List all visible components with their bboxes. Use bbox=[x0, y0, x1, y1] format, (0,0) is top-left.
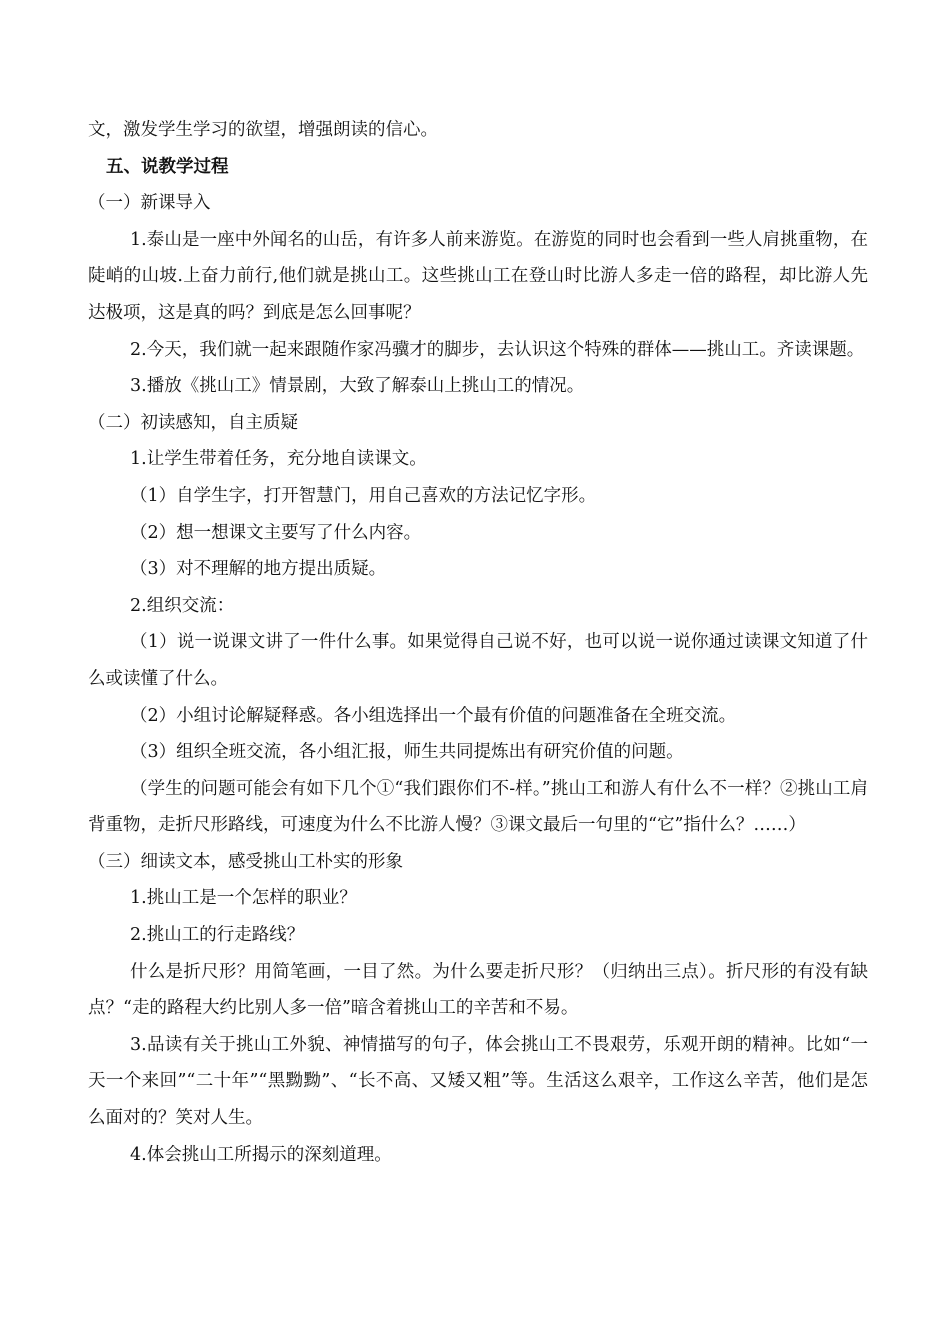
paragraph: 4.体会挑山工所揭示的深刻道理。 bbox=[130, 1144, 392, 1165]
list-item: （1）说一说课文讲了一件什么事。如果觉得自己说不好，也可以说一说你通过读课文知道了什么或读懂了什么。 bbox=[88, 632, 868, 689]
paragraph: 3.播放《挑山工》情景剧，大致了解泰山上挑山工的情况。 bbox=[130, 376, 585, 397]
paragraph: 文，激发学生学习的欲望，增强朗读的信心。 bbox=[88, 120, 438, 140]
paragraph: 1.泰山是一座中外闻名的山岳，有许多人前来游览。在游览的同时也会看到一些人肩挑重物，在陡峭的山坡.上奋力前行,他们就是挑山工。这些挑山工在登山时比游人多走一倍的路程，却比游人先达极项，这是真的吗？到底是怎么回事呢？ bbox=[88, 229, 868, 323]
paragraph: 1.挑山工是一个怎样的职业？ bbox=[130, 888, 357, 909]
list-item: （1）自学生字，打开智慧门，用自己喜欢的方法记忆字形。 bbox=[130, 485, 597, 506]
section-heading: 五、说教学过程 bbox=[106, 156, 229, 177]
document-body bbox=[88, 112, 868, 1173]
list-item: （2）想一想课文主要写了什么内容。 bbox=[130, 522, 422, 543]
list-item: （2）小组讨论解疑释惑。各小组选择出一个最有价值的问题准备在全班交流。 bbox=[130, 705, 737, 726]
paragraph: （学生的问题可能会有如下几个①“我们跟你们不-样。”挑山工和游人有什么不一样？②挑山工肩背重物，走折尺形路线，可速度为什么不比游人慢？③课文最后一句里的“它”指什么？……） bbox=[88, 778, 868, 836]
paragraph: 2.组织交流： bbox=[130, 595, 235, 616]
paragraph: 1.让学生带着任务，充分地自读课文。 bbox=[130, 449, 427, 470]
subsection-heading: （三）细读文本，感受挑山工朴实的形象 bbox=[88, 851, 403, 872]
paragraph: 2.挑山工的行走路线？ bbox=[130, 925, 305, 946]
paragraph: 2.今天，我们就一起来跟随作家冯骥才的脚步，去认识这个特殊的群体——挑山工。齐读课题。 bbox=[130, 339, 865, 360]
list-item: （3）组织全班交流，各小组汇报，师生共同提炼出有研究价值的问题。 bbox=[130, 742, 684, 763]
subsection-heading: （一）新课导入 bbox=[88, 193, 211, 214]
list-item: （3）对不理解的地方提出质疑。 bbox=[130, 559, 387, 580]
subsection-heading: （二）初读感知，自主质疑 bbox=[88, 412, 298, 433]
paragraph: 什么是折尺形？用简笔画，一目了然。为什么要走折尺形？（归纳出三点）。折尺形的有没有缺点？“走的路程大约比别人多一倍”暗含着挑山工的辛苦和不易。 bbox=[88, 961, 868, 1019]
paragraph: 3.品读有关于挑山工外貌、神情描写的句子，体会挑山工不畏艰劳，乐观开朗的精神。比如“一天一个来回”“二十年”“黑黝黝”、“长不高、又矮又粗”等。生活这么艰辛，工作这么辛苦，他们是怎么面对的？笑对人生。 bbox=[88, 1034, 868, 1129]
